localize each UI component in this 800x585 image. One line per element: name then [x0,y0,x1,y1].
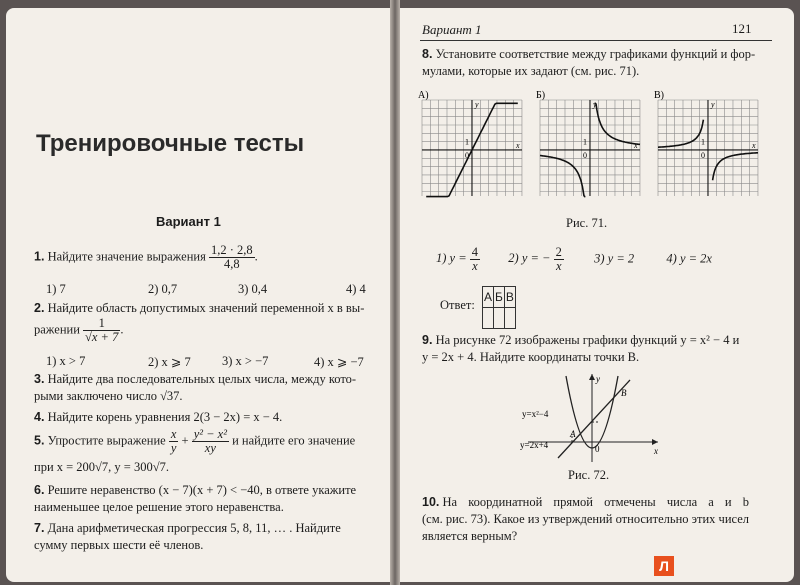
q1-option-3: 3) 0,4 [238,282,268,296]
origin-label: 0 [464,150,469,160]
q8-option-1: 1) y = $\frac{4}{x}$ [436,245,479,273]
question-number: 5. [34,433,45,448]
question-7 [34,520,384,554]
question-text: Найдите два последовательных целых числа, между кото- [47,372,357,386]
answer-label: Ответ: [440,298,475,312]
y-axis-label: y [592,100,597,109]
fraction [209,244,255,271]
variant-heading: Вариант 1 [156,214,221,229]
book-gutter [390,0,400,585]
graph-a [418,90,522,197]
question-text-cont: ражении [34,322,80,337]
question-text: Установите соответствие между графиками функций и фор- [435,47,756,61]
origin-label: 0 [582,150,587,160]
question-5 [34,428,384,476]
question-text-cont: сумму первых шести её членов. [34,538,204,552]
x-axis-label: x [516,140,520,150]
question-8 [422,46,782,80]
question-3 [34,371,379,405]
point-b-label: B [621,388,627,398]
answer-header-b: Б [494,287,505,308]
x-axis-label: x [752,140,756,150]
x-axis-label: x [634,140,638,150]
question-2: 2. Найдите область допустимых значений переменной x в вы- ражении $\frac{1}{√x + 7}$ . [34,301,365,344]
plus-sign: + [181,433,189,448]
question-4 [34,409,379,426]
function-curve [540,156,585,197]
y-axis-label: y [710,100,715,109]
answer-header-a: А [483,287,494,308]
tick-label: 1 [582,137,587,147]
question-number: 7. [34,521,45,535]
q8-option-2: 2) y = − $\frac{2}{x}$ [508,245,562,273]
question-text-cont: наименьшее целое решение этого неравенства. [34,500,284,514]
figure-71 [418,88,778,210]
graph-label: В) [654,90,664,101]
tick-label: 1 [700,137,705,147]
graph-c [654,90,758,196]
fraction-numerator: x [170,427,177,441]
graph-label: Б) [536,90,546,101]
q1-option-1: 1) 7 [46,282,66,296]
question-6 [34,482,384,516]
question-number: 1. [34,249,45,264]
q2-option-4: 4) x ⩾ −7 [314,355,364,369]
question-text: На рисунке 72 изображены графики функций y = x² − 4 и [435,333,740,347]
left-page [6,8,390,582]
question-text: Упростите выражение [47,433,166,448]
q8-options [436,246,776,273]
question-number: 10. [422,495,440,509]
figure-72 [518,370,668,465]
figure-71-caption: Рис. 71. [566,216,608,230]
running-head: Вариант 1 [422,22,482,37]
answer-header-c: В [504,287,515,308]
y-axis-label: y [474,100,479,109]
fraction-second [192,428,229,455]
question-text-after: и найдите его значение [232,433,356,448]
q8-option-4: 4) y = 2x [666,251,712,266]
question-number: 2. [34,301,45,315]
figure-72-caption: Рис. 72. [568,468,610,482]
point-a-label: A [570,429,576,439]
question-text: Решите неравенство (x − 7)(x + 7) < −40, в ответе укажите [47,483,357,497]
answer-cell-a[interactable] [483,308,494,329]
answer-cell-c[interactable] [504,308,515,329]
function-curve [595,103,640,144]
fraction-numerator: 1 [83,317,120,331]
page-title: Тренировочные тесты [36,130,305,157]
question-text: Найдите значение выражения [47,249,206,264]
publisher-logo: Л [654,556,674,576]
parabola-label: y=x²−4 [522,409,549,419]
origin-label: 0 [700,150,705,160]
graph-label: А) [418,90,429,101]
origin-label: 0 [595,444,600,454]
question-1: 1. Найдите значение выражения $\frac{1,2 \cdot 2,8}{4,8}$ . [34,243,258,271]
q2-option-3: 3) x > −7 [222,354,269,368]
question-text-cont: y = 2x + 4. Найдите координаты точки B. [422,350,640,364]
answer-cell-b[interactable] [494,308,505,329]
x-axis-label: x [654,446,658,456]
question-number: 3. [34,372,45,386]
y-axis-label: y [596,374,600,384]
question-text: Найдите область допустимых значений переменной x в вы- [47,301,365,315]
fraction-numerator: y² − x² [193,427,227,441]
question-text-cont-2: является верным? [422,529,518,543]
line-label: y=2x+4 [520,440,549,450]
y-axis-arrow [589,374,595,380]
q8-option-3: 3) y = 2 [594,251,635,266]
fraction-denominator: xy [204,441,216,455]
right-page [400,8,794,582]
fraction-denominator: y [170,441,177,455]
question-number: 8. [422,47,433,61]
graph-b [536,90,640,197]
fraction-x-over-y [169,428,179,455]
page-number: 121 [732,21,752,36]
question-text-cont: рыми заключено число √37. [34,389,183,403]
header-rule [420,40,772,41]
answer-table [482,286,516,329]
q2-option-2: 2) x ⩾ 7 [148,355,191,369]
question-number: 9. [422,333,433,347]
q1-option-4: 4) 4 [346,282,366,296]
question-text: Дана арифметическая прогрессия 5, 8, 11, … . Найдите [47,521,341,535]
question-text-cont: при x = 200√7, y = 300√7. [34,460,169,474]
fraction-denominator: 4,8 [223,257,240,271]
question-text: На координатной прямой отмечены числа a и b [442,495,749,509]
tick-label: 1 [464,137,469,147]
fraction-numerator: 1,2 · 2,8 [210,243,253,257]
question-number: 6. [34,483,45,497]
fraction-denominator: √x + 7 [85,330,119,344]
question-text-cont: мулами, которые их задают (см. рис. 71). [422,64,640,78]
question-text: Найдите корень уравнения 2(3 − 2x) = x − 4. [47,410,283,424]
question-text-cont: (см. рис. 73). Какое из утверждений относительно этих чисел [422,512,749,526]
question-number: 4. [34,410,45,424]
q1-option-2: 2) 0,7 [148,282,178,296]
q2-option-1: 1) x > 7 [46,354,86,368]
question-10 [422,494,784,545]
question-9 [422,332,782,366]
fraction [83,317,120,344]
x-axis-arrow [652,439,658,445]
